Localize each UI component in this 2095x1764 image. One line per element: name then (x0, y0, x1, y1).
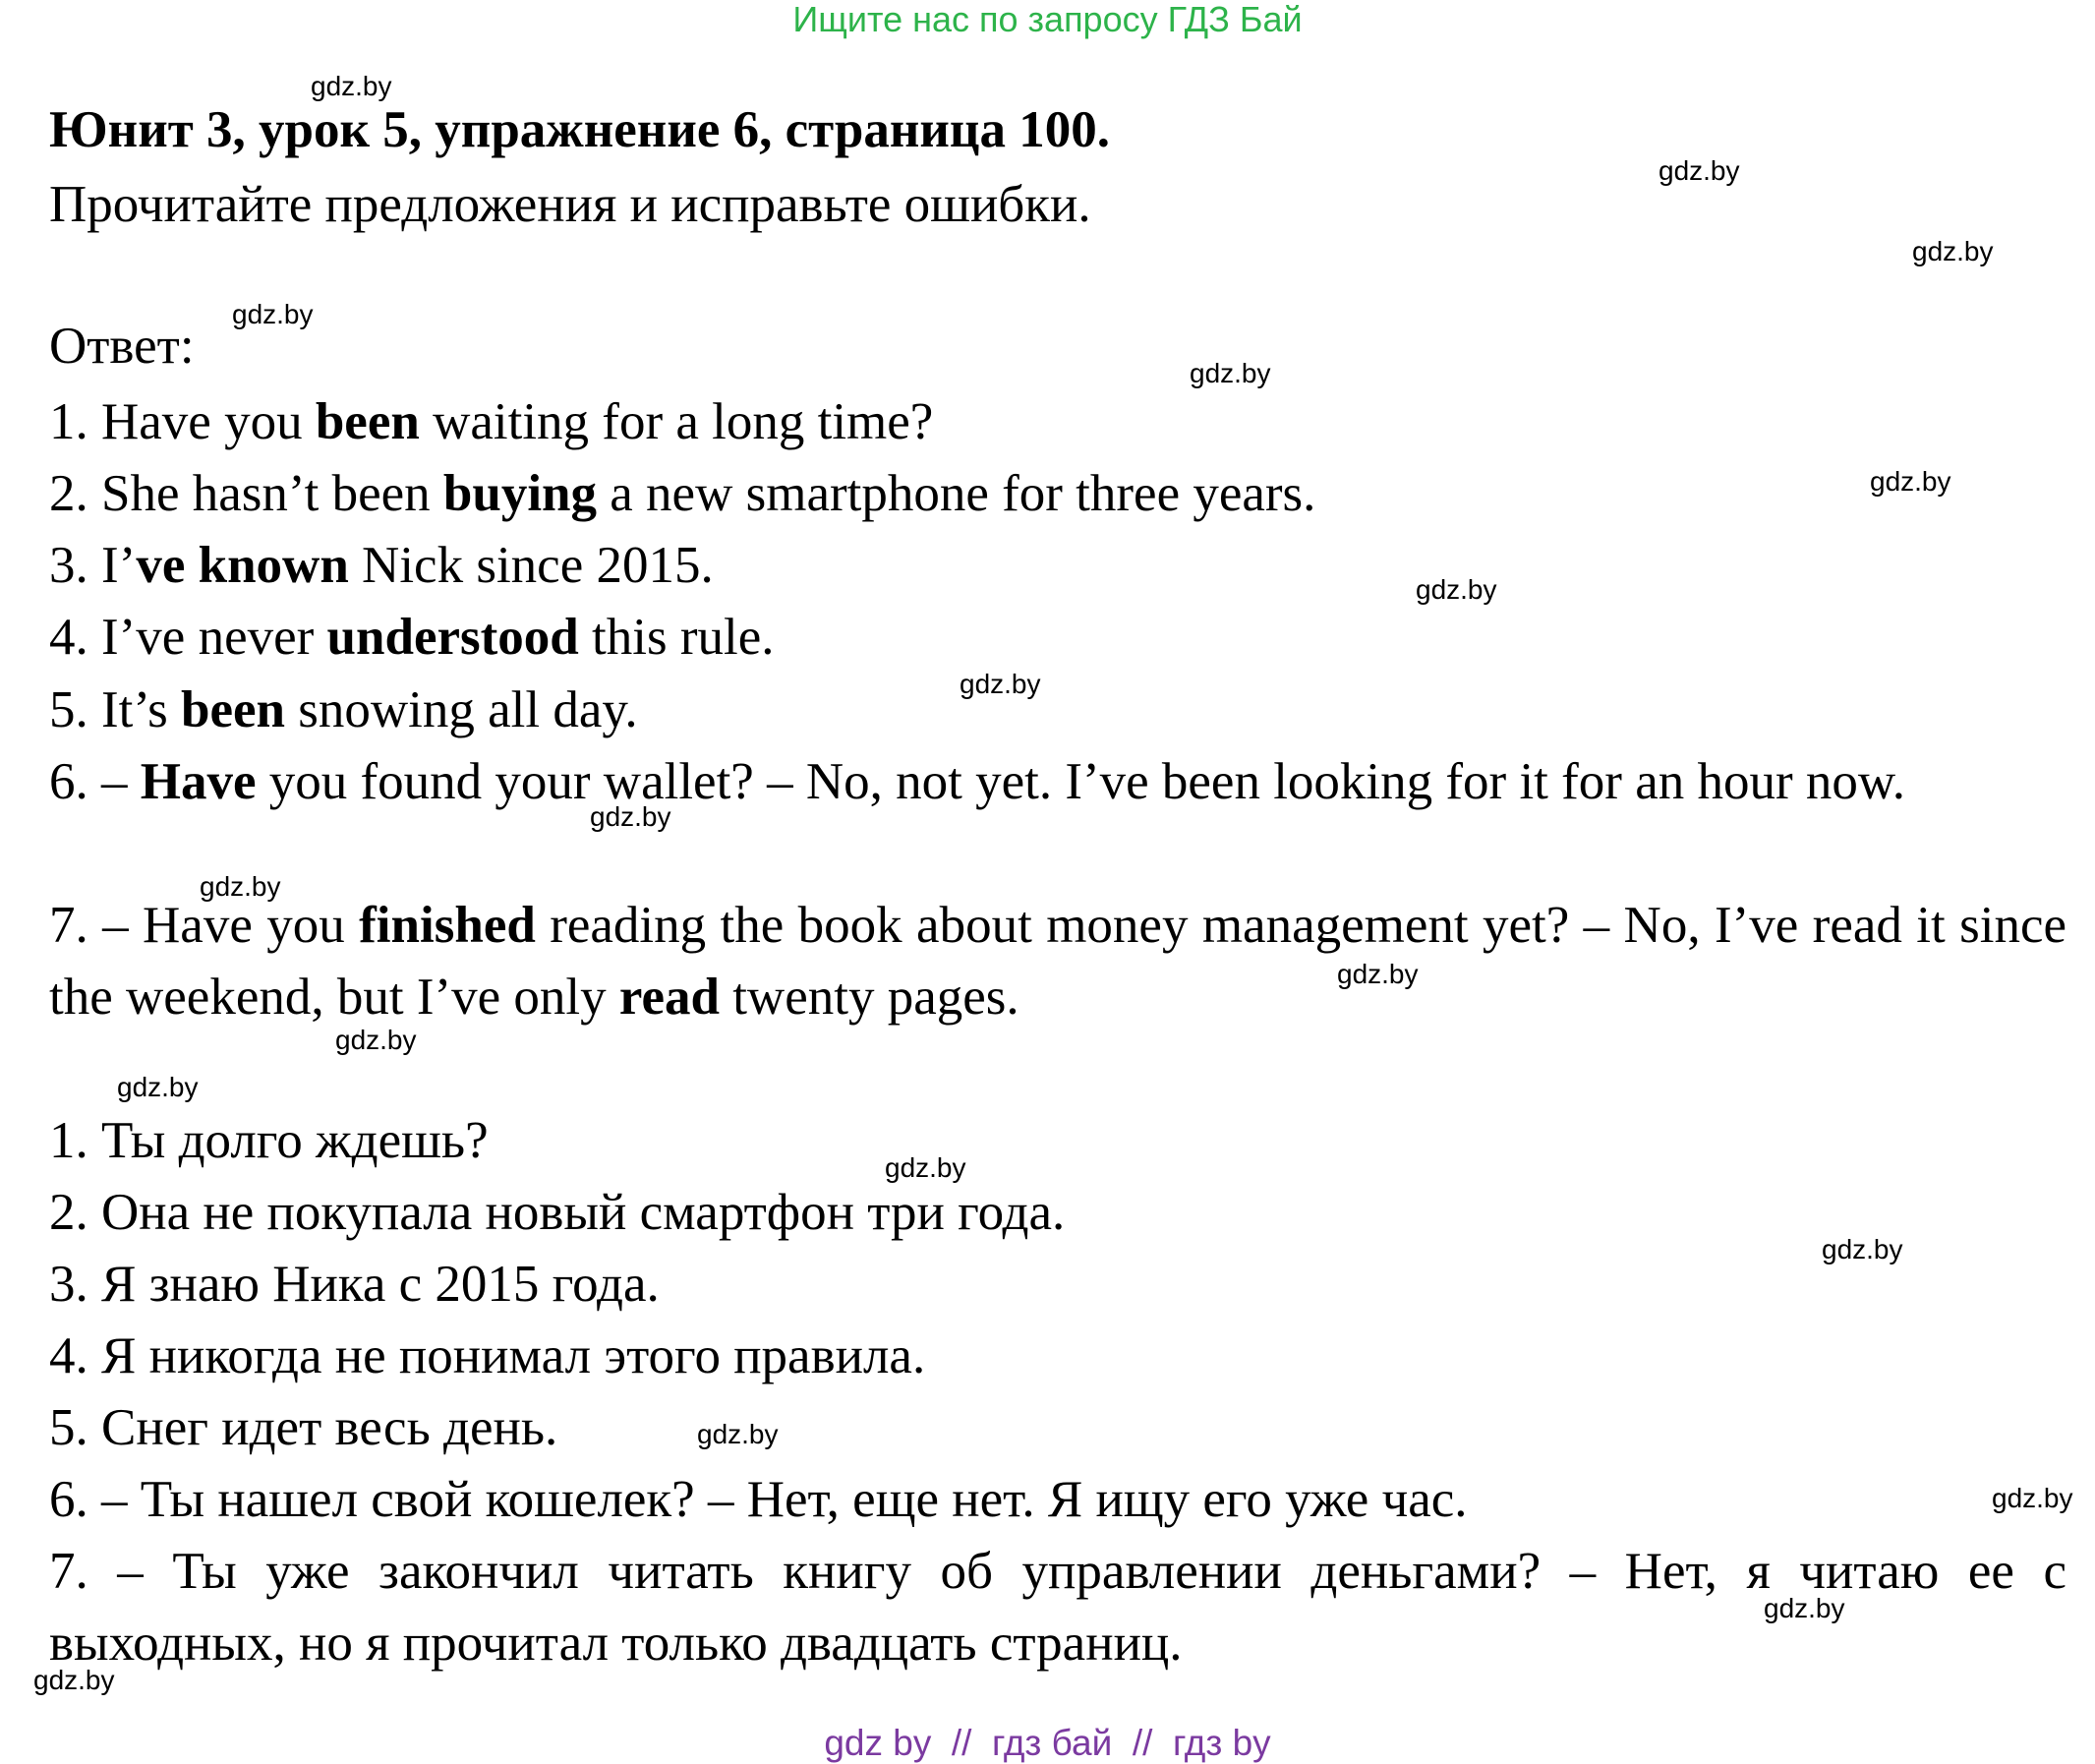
watermark: gdz.by (335, 1025, 417, 1055)
watermark: gdz.by (1822, 1234, 1903, 1264)
footer: gdz by // гдз бай // гдз by (824, 1723, 1271, 1763)
watermark: gdz.by (1992, 1483, 2073, 1513)
watermark: gdz.by (1337, 959, 1419, 989)
watermark: gdz.by (232, 299, 314, 329)
russian-sentence-3: 3. Я знаю Ника с 2015 года. (49, 1256, 660, 1313)
english-sentence-4: 4. I’ve never understood this rule. (49, 609, 775, 666)
watermark: gdz.by (1190, 358, 1271, 388)
watermark: gdz.by (590, 801, 671, 832)
watermark: gdz.by (1912, 236, 1994, 266)
russian-sentence-6: 6. – Ты нашел свой кошелек? – Нет, еще нет. Я ищу его уже час. (49, 1471, 1468, 1528)
english-sentence-2: 2. She hasn’t been buying a new smartphone for three years. (49, 465, 1316, 522)
watermark: gdz.by (200, 871, 281, 902)
instruction: Прочитайте предложения и исправьте ошибки. (49, 176, 1091, 233)
watermark: gdz.by (33, 1665, 115, 1695)
watermark: gdz.by (1764, 1593, 1845, 1623)
russian-sentence-2: 2. Она не покупала новый смартфон три года. (49, 1184, 1066, 1241)
russian-sentence-5: 5. Снег идет весь день. (49, 1399, 558, 1456)
watermark: gdz.by (1416, 574, 1497, 605)
watermark: gdz.by (117, 1072, 199, 1102)
russian-sentence-1: 1. Ты долго ждешь? (49, 1112, 489, 1169)
watermark: gdz.by (697, 1419, 779, 1449)
english-sentence-1: 1. Have you been waiting for a long time? (49, 393, 934, 450)
page-title: Юнит 3, урок 5, упражнение 6, страница 100. (49, 101, 1110, 158)
russian-sentence-7: 7. – Ты уже закончил читать книгу об управлении деньгами? – Нет, я читаю ее с выходных, но я прочитал только двадцать страниц. (49, 1543, 2066, 1672)
english-sentence-7: 7. – Have you finished reading the book about money management yet? – No, I’ve read it since the weekend, but I’ve only read twenty pages. (49, 897, 2067, 1026)
watermark: gdz.by (311, 71, 392, 101)
watermark: gdz.by (1659, 155, 1740, 186)
english-sentence-6: 6. – Have you found your wallet? – No, not yet. I’ve been looking for it for an hour now. (49, 753, 1905, 810)
english-sentence-3: 3. I’ve known Nick since 2015. (49, 537, 714, 594)
watermark: gdz.by (1870, 466, 1951, 497)
top-banner: Ищите нас по запросу ГДЗ Бай (792, 0, 1303, 39)
watermark: gdz.by (885, 1152, 966, 1183)
answer-label: Ответ: (49, 318, 195, 375)
english-sentence-5: 5. It’s been snowing all day. (49, 681, 638, 738)
watermark: gdz.by (960, 669, 1041, 699)
russian-sentence-4: 4. Я никогда не понимал этого правила. (49, 1327, 926, 1384)
